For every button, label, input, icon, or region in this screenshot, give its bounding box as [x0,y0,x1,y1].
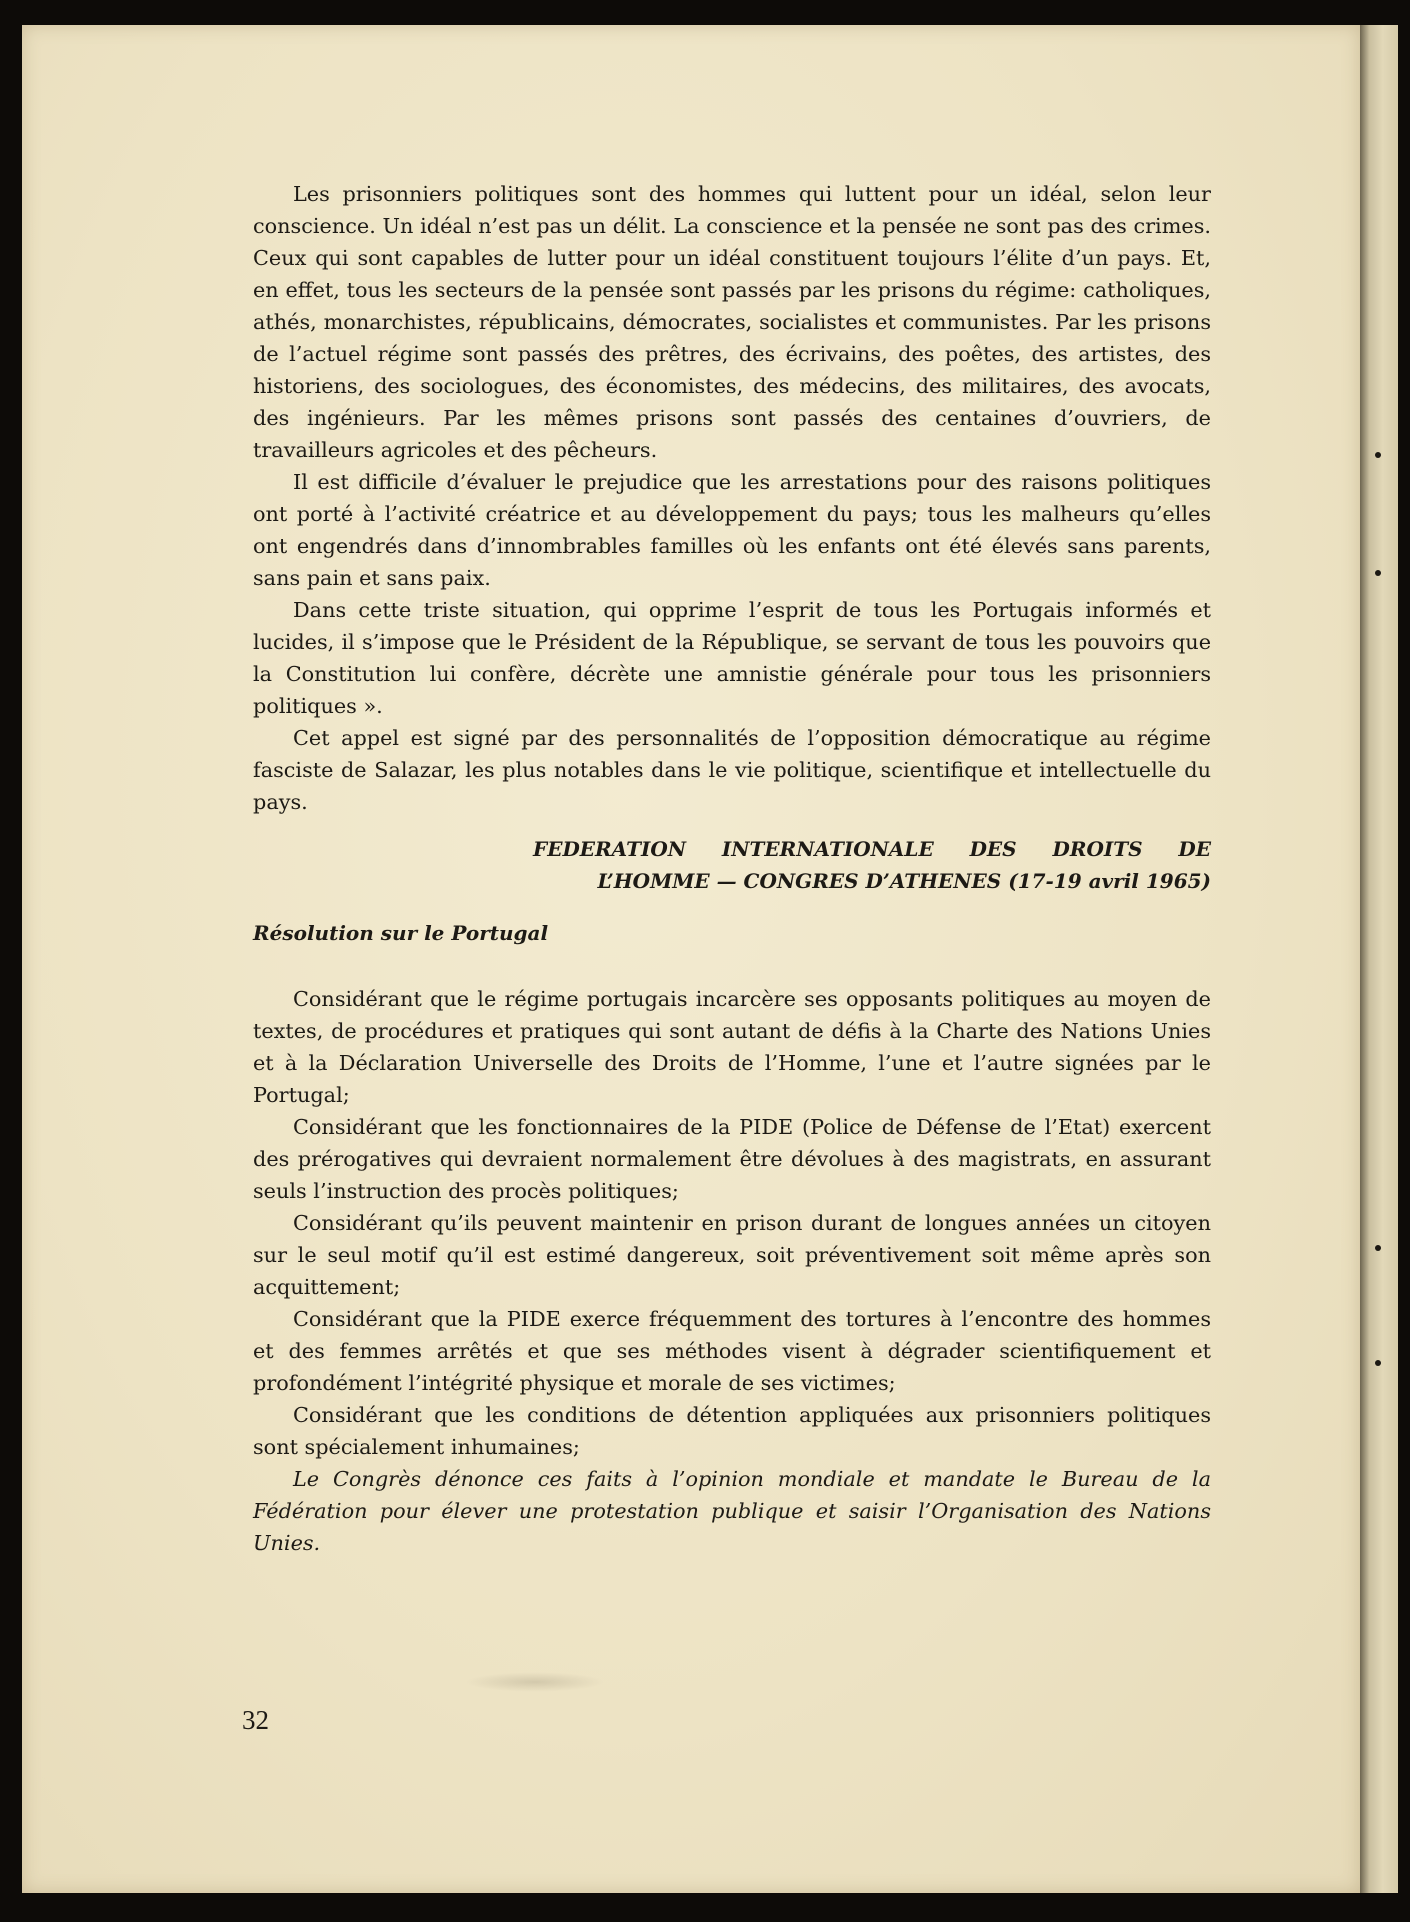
resolution-paragraph: Considérant que le régime portugais incarcère ses opposants politiques au moyen de textes, de procédures et pratiques qui sont autant de défis à la Charte des Nations Unies et à la Déclaration Universelle des Droits de l’Homme, l’une et l’autre signées par le Portugal; [253,987,1211,1107]
body-paragraph: Cet appel est signé par des personnalités de l’opposition démocratique au régime fasciste de Salazar, les plus notables dans le vie politique, scientifique et intellectuelle du pays. [253,726,1211,814]
resolution-paragraph: Considérant qu’ils peuvent maintenir en prison durant de longues années un citoyen sur le seul motif qu’il est estimé dangereux, soit préventivement soit même après son acquittement; [253,1211,1211,1299]
resolution-paragraph: Considérant que la PIDE exerce fréquemment des tortures à l’encontre des hommes et des femmes arrêtés et que ses méthodes visent à dégrader scientifiquement et profondément l’intégrité physique et morale de ses victimes; [253,1307,1211,1395]
body-paragraph: Dans cette triste situation, qui opprime l’esprit de tous les Portugais informés et lucides, il s’impose que le Président de la République, se servant de tous les pouvoirs que la Constitution lui confère, décrète une amnistie générale pour tous les prisonniers politiques ». [253,598,1211,718]
binding-mark [1375,570,1381,576]
binding-mark [1375,1360,1381,1366]
page-number: 32 [242,1705,269,1735]
ink-smudge [465,1672,605,1692]
binding-mark [1375,1245,1381,1251]
page-content [253,178,1211,1559]
resolution-paragraph: Considérant que les conditions de détention appliquées aux prisonniers politiques sont spécialement inhumaines; [253,1403,1211,1459]
resolution-paragraph: Considérant que les fonctionnaires de la PIDE (Police de Défense de l’Etat) exercent des prérogatives qui devraient normalement être dévolues à des magistrats, en assurant seuls l’instruction des procès politiques; [253,1115,1211,1203]
body-paragraph: Les prisonniers politiques sont des hommes qui luttent pour un idéal, selon leur conscience. Un idéal n’est pas un délit. La conscience et la pensée ne sont pas des crimes. Ceux qui sont capables de lutter pour un idéal constituent toujours l’élite d’un pays. Et, en effet, tous les secteurs de la pensée sont passés par les prisons du régime: catholiques, athés, monarchistes, républicains, démocrates, socialistes et communistes. Par les prisons de l’actuel régime sont passés des prêtres, des écrivains, des poêtes, des artistes, des historiens, des sociologues, des économistes, des médecins, des militaires, des avocats, des ingénieurs. Par les mêmes prisons sont passés des centaines d’ouvriers, de travailleurs agricoles et des pêcheurs. [253,182,1211,462]
section-title: Résolution sur le Portugal [253,921,549,945]
closing-paragraph: Le Congrès dénonce ces faits à l’opinion mondiale et mandate le Bureau de la Fédération pour élever une protestation publique et saisir l’Organisation des Nations Unies. [253,1467,1211,1555]
body-paragraph: Il est difficile d’évaluer le prejudice que les arrestations pour des raisons politiques ont porté à l’activité créatrice et au développement du pays; tous les malheurs qu’elles ont engendrés dans d’innombrables familles où les enfants ont été élevés sans parents, sans pain et sans paix. [253,470,1211,590]
binding-mark [1375,452,1381,458]
next-page-edge [1360,25,1398,1893]
signature-block: FEDERATION INTERNATIONALE DES DROITS DE L’HOMME — CONGRES D’ATHENES (17-19 avril 1965) [533,837,1211,893]
